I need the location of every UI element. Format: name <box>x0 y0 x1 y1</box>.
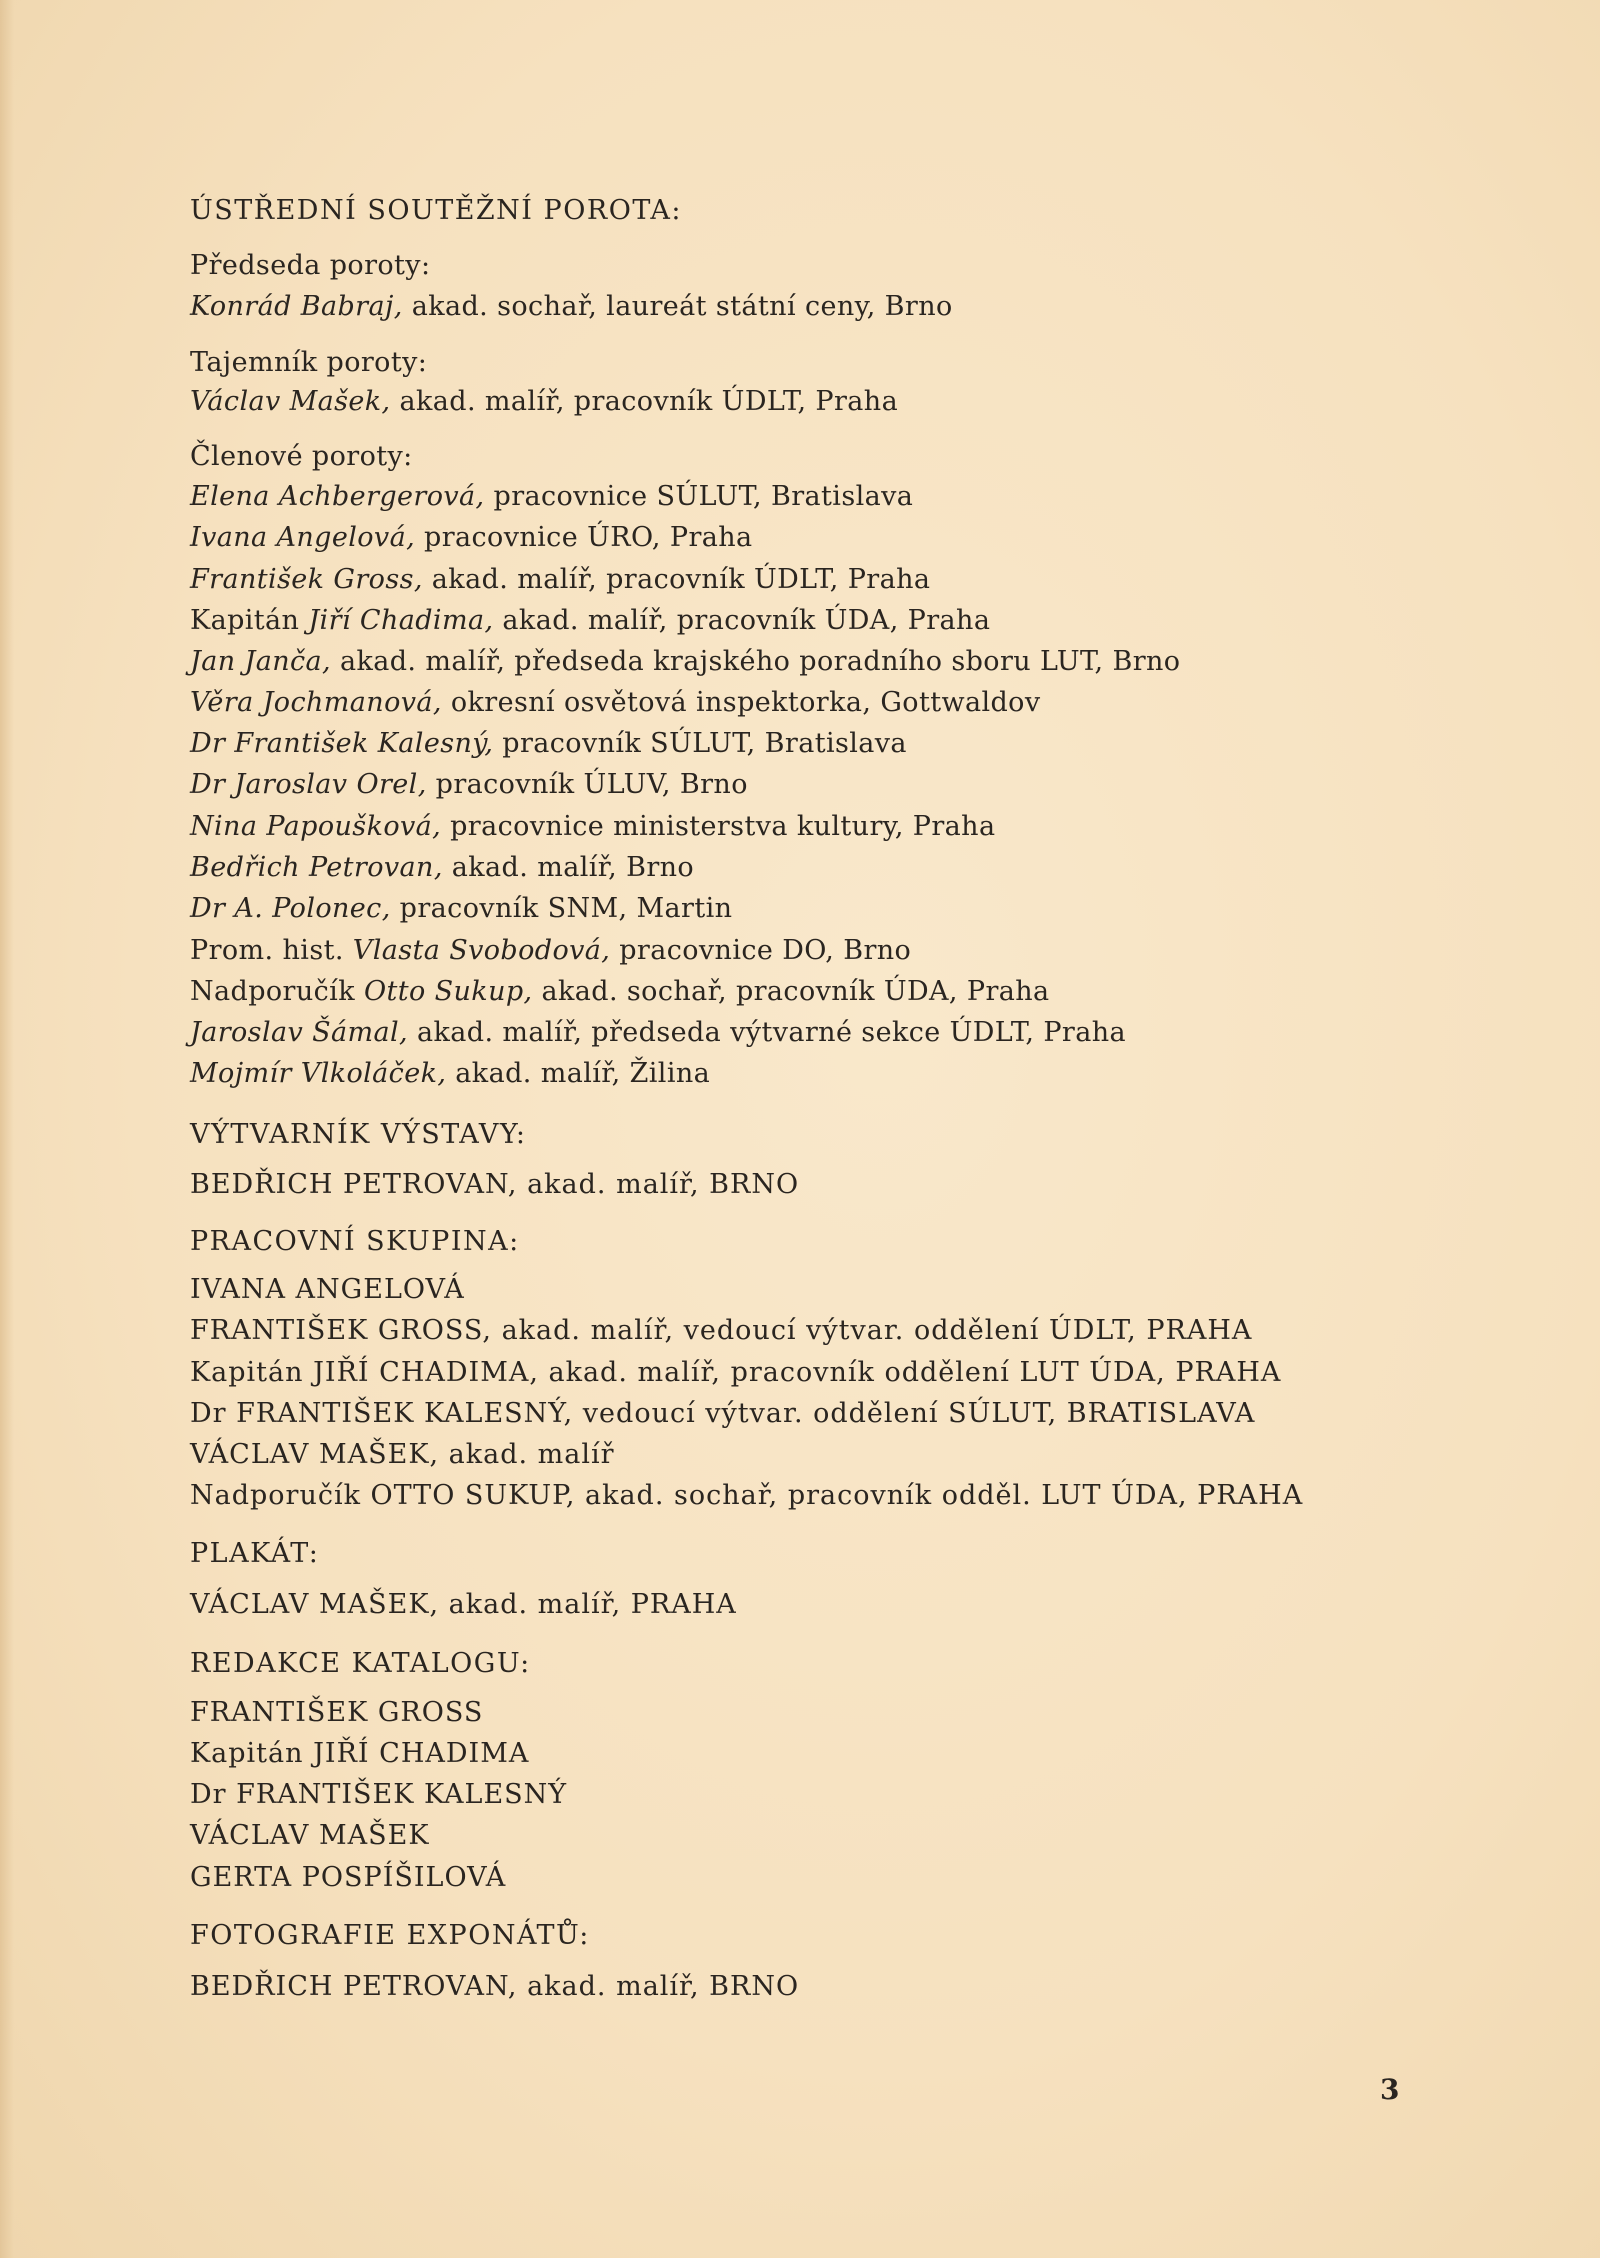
jury-member <box>190 768 748 802</box>
working-group-line: VÁCLAV MAŠEK, akad. malíř <box>190 1439 615 1470</box>
jury-heading: ÚSTŘEDNÍ SOUTĚŽNÍ POROTA: <box>190 195 682 226</box>
working-group-line: Kapitán JIŘÍ CHADIMA, akad. malíř, pracovník oddělení LUT ÚDA, PRAHA <box>190 1357 1282 1388</box>
catalogue-line: Kapitán JIŘÍ CHADIMA <box>190 1738 530 1769</box>
catalogue-line: GERTA POSPÍŠILOVÁ <box>190 1862 507 1893</box>
working-group-line: Nadporučík OTTO SUKUP, akad. sochař, pracovník odděl. LUT ÚDA, PRAHA <box>190 1480 1304 1511</box>
member-name: František Gross, <box>190 564 423 595</box>
member-name: Dr František Kalesný, <box>190 728 494 759</box>
member-name: Jiří Chadima, <box>308 605 494 636</box>
member-prefix: Kapitán <box>190 605 309 636</box>
catalogue-heading: REDAKCE KATALOGU: <box>190 1648 531 1679</box>
page-edge-shadow <box>0 0 14 2258</box>
jury-member <box>190 975 1050 1009</box>
member-desc: akad. malíř, předseda krajského poradního sboru LUT, Brno <box>331 646 1181 677</box>
member-desc: okresní osvětová inspektorka, Gottwaldov <box>441 687 1041 718</box>
member-desc: pracovník SNM, Martin <box>390 893 733 924</box>
member-name: Vlasta Svobodová, <box>352 935 611 966</box>
member-desc: akad. malíř, pracovník ÚDLT, Praha <box>422 564 931 595</box>
person-desc: akad. malíř, pracovník ÚDLT, Praha <box>390 386 899 417</box>
photography-line: BEDŘICH PETROVAN, akad. malíř, BRNO <box>190 1971 800 2002</box>
page-number: 3 <box>1380 2073 1400 2106</box>
member-desc: pracovnice ÚRO, Praha <box>415 522 753 553</box>
jury-member <box>190 1057 710 1091</box>
member-desc: pracovník ÚLUV, Brno <box>426 769 748 800</box>
catalogue-line: Dr FRANTIŠEK KALESNÝ <box>190 1779 568 1810</box>
jury-member <box>190 521 753 555</box>
working-group-line: IVANA ANGELOVÁ <box>190 1274 465 1305</box>
jury-member <box>190 727 907 761</box>
member-name: Ivana Angelová, <box>190 522 416 553</box>
working-group-heading: PRACOVNÍ SKUPINA: <box>190 1226 520 1257</box>
jury-member <box>190 480 913 514</box>
jury-chair-label: Předseda poroty: <box>190 250 431 281</box>
member-desc: akad. malíř, Žilina <box>446 1058 711 1089</box>
jury-secretary-label: Tajemník poroty: <box>190 347 428 378</box>
poster-heading: PLAKÁT: <box>190 1538 320 1569</box>
member-name: Jaroslav Šámal, <box>190 1017 409 1048</box>
member-name: Otto Sukup, <box>363 976 533 1007</box>
member-desc: pracovnice ministerstva kultury, Praha <box>441 811 996 842</box>
jury-secretary <box>190 385 898 419</box>
member-name: Bedřich Petrovan, <box>190 852 443 883</box>
photography-heading: FOTOGRAFIE EXPONÁTŮ: <box>190 1920 590 1951</box>
member-name: Dr Jaroslav Orel, <box>190 769 427 800</box>
catalogue-line: FRANTIŠEK GROSS <box>190 1697 484 1728</box>
member-desc: akad. malíř, Brno <box>442 852 695 883</box>
member-name: Nina Papoušková, <box>190 811 442 842</box>
member-desc: pracovnice DO, Brno <box>610 935 912 966</box>
jury-member <box>190 934 911 968</box>
jury-member <box>190 810 995 844</box>
jury-member <box>190 1016 1126 1050</box>
member-desc: akad. malíř, předseda výtvarné sekce ÚDLT, Praha <box>408 1017 1126 1048</box>
jury-member <box>190 892 732 926</box>
member-desc: akad. malíř, pracovník ÚDA, Praha <box>493 605 991 636</box>
member-desc: akad. sochař, pracovník ÚDA, Praha <box>532 976 1050 1007</box>
member-name: Mojmír Vlkoláček, <box>190 1058 447 1089</box>
member-desc: pracovník SÚLUT, Bratislava <box>493 728 907 759</box>
jury-member <box>190 851 694 885</box>
jury-chair <box>190 290 953 324</box>
person-desc: akad. sochař, laureát státní ceny, Brno <box>402 291 953 322</box>
member-name: Elena Achbergerová, <box>190 481 485 512</box>
jury-member <box>190 563 930 597</box>
member-desc: pracovnice SÚLUT, Bratislava <box>484 481 914 512</box>
jury-members-label: Členové poroty: <box>190 441 413 472</box>
working-group-line: FRANTIŠEK GROSS, akad. malíř, vedoucí výtvar. oddělení ÚDLT, PRAHA <box>190 1315 1253 1346</box>
jury-member <box>190 645 1180 679</box>
member-name: Dr A. Polonec, <box>190 893 391 924</box>
jury-member <box>190 604 990 638</box>
member-prefix: Prom. hist. <box>190 935 353 966</box>
poster-line: VÁCLAV MAŠEK, akad. malíř, PRAHA <box>190 1589 737 1620</box>
designer-heading: VÝTVARNÍK VÝSTAVY: <box>190 1119 527 1150</box>
member-name: Věra Jochmanová, <box>190 687 442 718</box>
member-prefix: Nadporučík <box>190 976 364 1007</box>
member-name: Jan Janča, <box>190 646 332 677</box>
catalogue-line: VÁCLAV MAŠEK <box>190 1820 430 1851</box>
jury-member <box>190 686 1041 720</box>
person-name: Konrád Babraj, <box>190 291 403 322</box>
working-group-line: Dr FRANTIŠEK KALESNÝ, vedoucí výtvar. oddělení SÚLUT, BRATISLAVA <box>190 1398 1256 1429</box>
person-name: Václav Mašek, <box>190 386 391 417</box>
designer-line: BEDŘICH PETROVAN, akad. malíř, BRNO <box>190 1169 800 1200</box>
